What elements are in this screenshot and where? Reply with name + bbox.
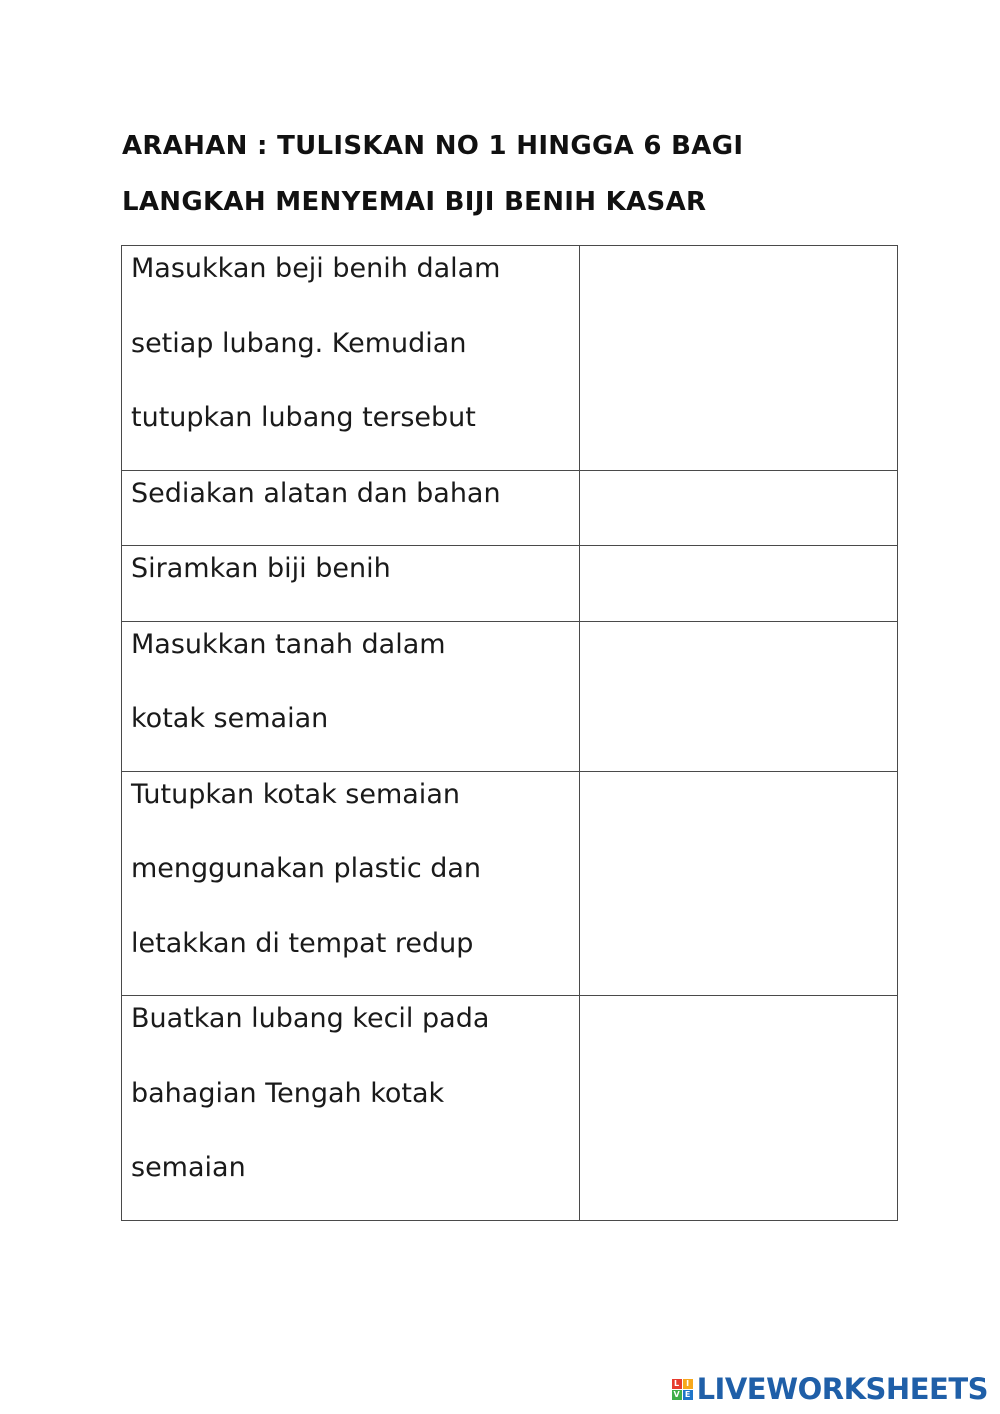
- step-text-cell: [122, 996, 580, 1221]
- answer-box[interactable]: [580, 546, 898, 622]
- step-text-line: setiap lubang. Kemudian: [131, 327, 467, 359]
- answer-box[interactable]: [580, 771, 898, 996]
- logo-letter-e: E: [683, 1390, 693, 1400]
- step-text-line: kotak semaian: [131, 703, 329, 734]
- logo-letter-v: V: [673, 1389, 680, 1399]
- table-row: [122, 246, 898, 471]
- step-text-line: Masukkan beji benih dalam: [131, 253, 501, 284]
- step-text-line: semaian: [131, 1152, 246, 1183]
- answer-box[interactable]: [580, 996, 898, 1221]
- step-text-line: Buatkan lubang kecil pada: [131, 1003, 490, 1034]
- step-text-line: letakkan di tempat redup: [131, 927, 474, 959]
- step-text-line: Tutupkan kotak semaian: [131, 778, 460, 810]
- step-text-line: menggunakan plastic dan: [131, 853, 482, 884]
- table-row: [122, 621, 898, 771]
- step-text-line: Sediakan alatan dan bahan: [131, 477, 501, 509]
- logo-letter-l: L: [672, 1379, 682, 1389]
- instruction-line-2: LANGKAH MENYEMAI BIJI BENIH KASAR: [122, 187, 707, 217]
- step-text-cell: [122, 246, 580, 471]
- brand-name: LIVEWORKSHEETS: [696, 1372, 988, 1406]
- answer-box[interactable]: [580, 246, 898, 471]
- instruction-heading: [122, 118, 882, 230]
- table-row: [122, 771, 898, 996]
- step-text-cell: [122, 771, 580, 996]
- step-text-line: Siramkan biji benih: [131, 553, 391, 584]
- step-text-line: Masukkan tanah dalam: [131, 628, 446, 660]
- table-row: [122, 996, 898, 1221]
- liveworksheets-brand[interactable]: [672, 1372, 988, 1406]
- liveworksheets-logo-icon: [672, 1379, 693, 1400]
- answer-box[interactable]: [580, 470, 898, 546]
- steps-table: [121, 245, 898, 1221]
- answer-box[interactable]: [580, 621, 898, 771]
- step-text-line: bahagian Tengah kotak: [131, 1077, 445, 1109]
- instruction-line-1: ARAHAN : TULISKAN NO 1 HINGGA 6 BAGI: [122, 131, 744, 161]
- step-text-cell: [122, 621, 580, 771]
- logo-letter-i: I: [683, 1379, 693, 1389]
- step-text-line: tutupkan lubang tersebut: [131, 402, 476, 433]
